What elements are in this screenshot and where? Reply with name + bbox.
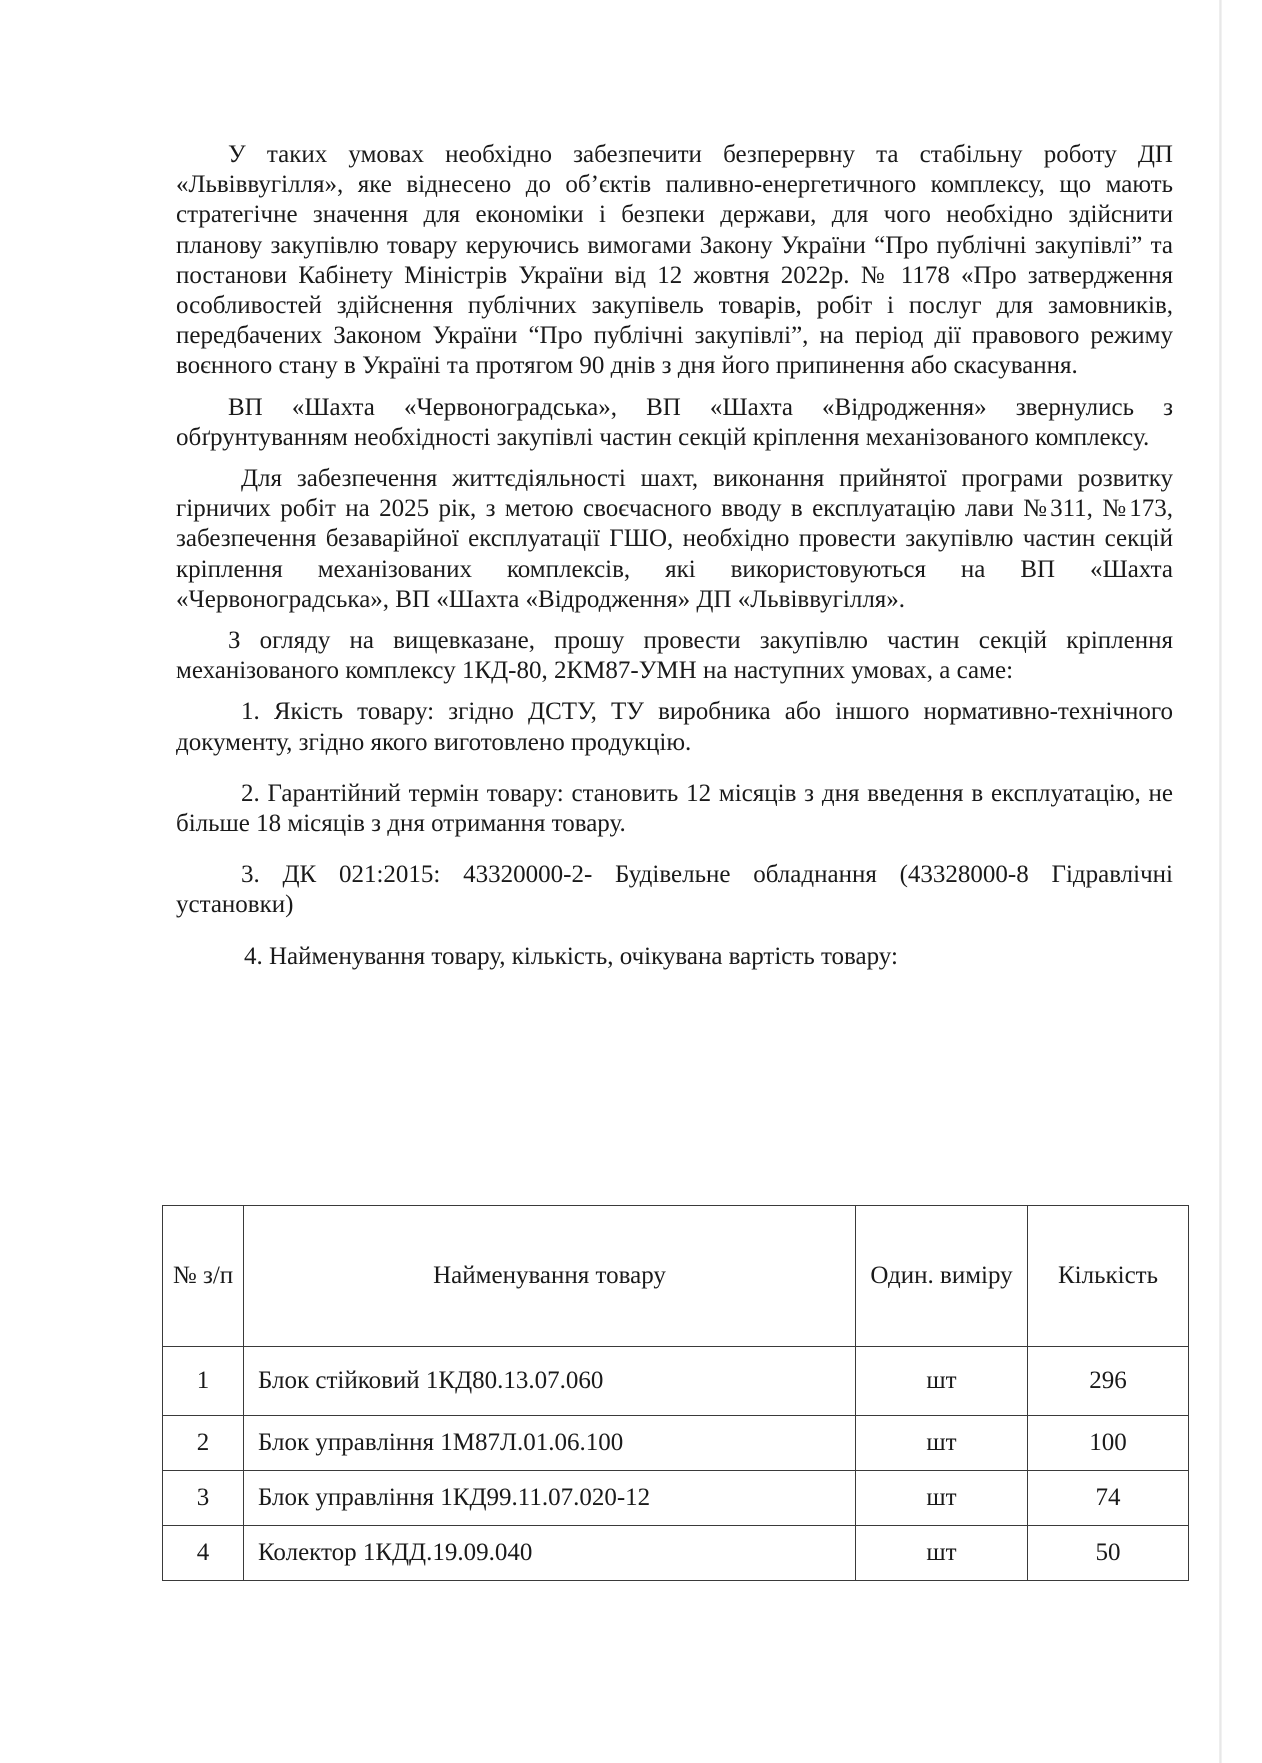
cell-name: Блок управління 1КД99.11.07.020-12 xyxy=(244,1471,856,1526)
item-classifier: 3. ДК 021:2015: 43320000-2- Будівельне обладнання (43328000-8 Гідравлічні установки) xyxy=(176,861,1173,919)
header-no: № з/п xyxy=(163,1206,244,1347)
item-warranty: 2. Гарантійний термін товару: становить 12 місяців з дня введення в експлуатацію, не більше 18 місяців з дня отримання товару. xyxy=(176,779,1173,838)
cell-unit: шт xyxy=(856,1347,1028,1416)
cell-name: Блок управління 1М87Л.01.06.100 xyxy=(244,1416,856,1471)
cell-unit: шт xyxy=(856,1526,1028,1581)
document-body xyxy=(176,140,1173,972)
cell-qty: 296 xyxy=(1028,1347,1189,1416)
cell-qty: 74 xyxy=(1028,1471,1189,1526)
cell-name: Колектор 1КДД.19.09.040 xyxy=(244,1526,856,1581)
table-row xyxy=(163,1471,1189,1526)
cell-no: 4 xyxy=(163,1526,244,1581)
cell-unit: шт xyxy=(856,1471,1028,1526)
cell-no: 2 xyxy=(163,1416,244,1471)
table-row xyxy=(163,1347,1189,1416)
table-row xyxy=(163,1526,1189,1581)
table-row xyxy=(163,1416,1189,1471)
cell-qty: 100 xyxy=(1028,1416,1189,1471)
page-edge-shadow xyxy=(1219,0,1222,1763)
header-name: Найменування товару xyxy=(244,1206,856,1347)
item-quality: 1. Якість товару: згідно ДСТУ, ТУ виробника або іншого нормативно-технічного документу, згідно якого виготовлено продукцію. xyxy=(176,698,1173,756)
paragraph-conditions: У таких умовах необхідно забезпечити безперервну та стабільну роботу ДП «Львіввугілля», яке віднесено до об’єктів паливно-енергетичного комплексу, що мають стратегічне значення для економіки і безпеки держави, для чого необхідно здійснити планову закупівлю товару керуючись вимогами Закону України “Про публічні закупівлі” та постанови Кабінету Міністрів України від 12 жовтня 2022р. № 1178 «Про затвердження особливостей здійснення публічних закупівель товарів, робіт і послуг для замовників, передбачених Законом України “Про публічні закупівлі”, на період дії правового режиму воєнного стану в Україні та протягом 90 днів з дня його припинення або скасування. xyxy=(176,141,1173,380)
cell-unit: шт xyxy=(856,1416,1028,1471)
cell-no: 3 xyxy=(163,1471,244,1526)
cell-name: Блок стійковий 1КД80.13.07.060 xyxy=(244,1347,856,1416)
header-unit: Один. виміру xyxy=(856,1206,1028,1347)
header-qty: Кількість xyxy=(1028,1206,1189,1347)
paragraph-request: З огляду на вищевказане, прошу провести закупівлю частин секцій кріплення механізованого комплексу 1КД-80, 2КМ87-УМН на наступних умовах, а саме: xyxy=(176,627,1173,685)
item-goods-list-title: 4. Найменування товару, кількість, очікувана вартість товару: xyxy=(244,942,898,970)
paragraph-purpose: Для забезпечення життєдіяльності шахт, виконання прийнятої програми розвитку гірничих робіт на 2025 рік, з метою своєчасного вводу в експлуатацію лави №311, №173, забезпечення безаварійної експлуатації ГШО, необхідно провести закупівлю частин секцій кріплення механізованих комплексів, які використовуються на ВП «Шахта «Червоноградська», ВП «Шахта «Відродження» ДП «Львіввугілля». xyxy=(176,465,1173,613)
cell-qty: 50 xyxy=(1028,1526,1189,1581)
goods-table xyxy=(162,1205,1189,1581)
table-header-row xyxy=(163,1206,1189,1347)
paragraph-mines-request: ВП «Шахта «Червоноградська», ВП «Шахта «Відродження» звернулись з обґрунтуванням необхідності закупівлі частин секцій кріплення механізованого комплексу. xyxy=(176,393,1173,451)
cell-no: 1 xyxy=(163,1347,244,1416)
